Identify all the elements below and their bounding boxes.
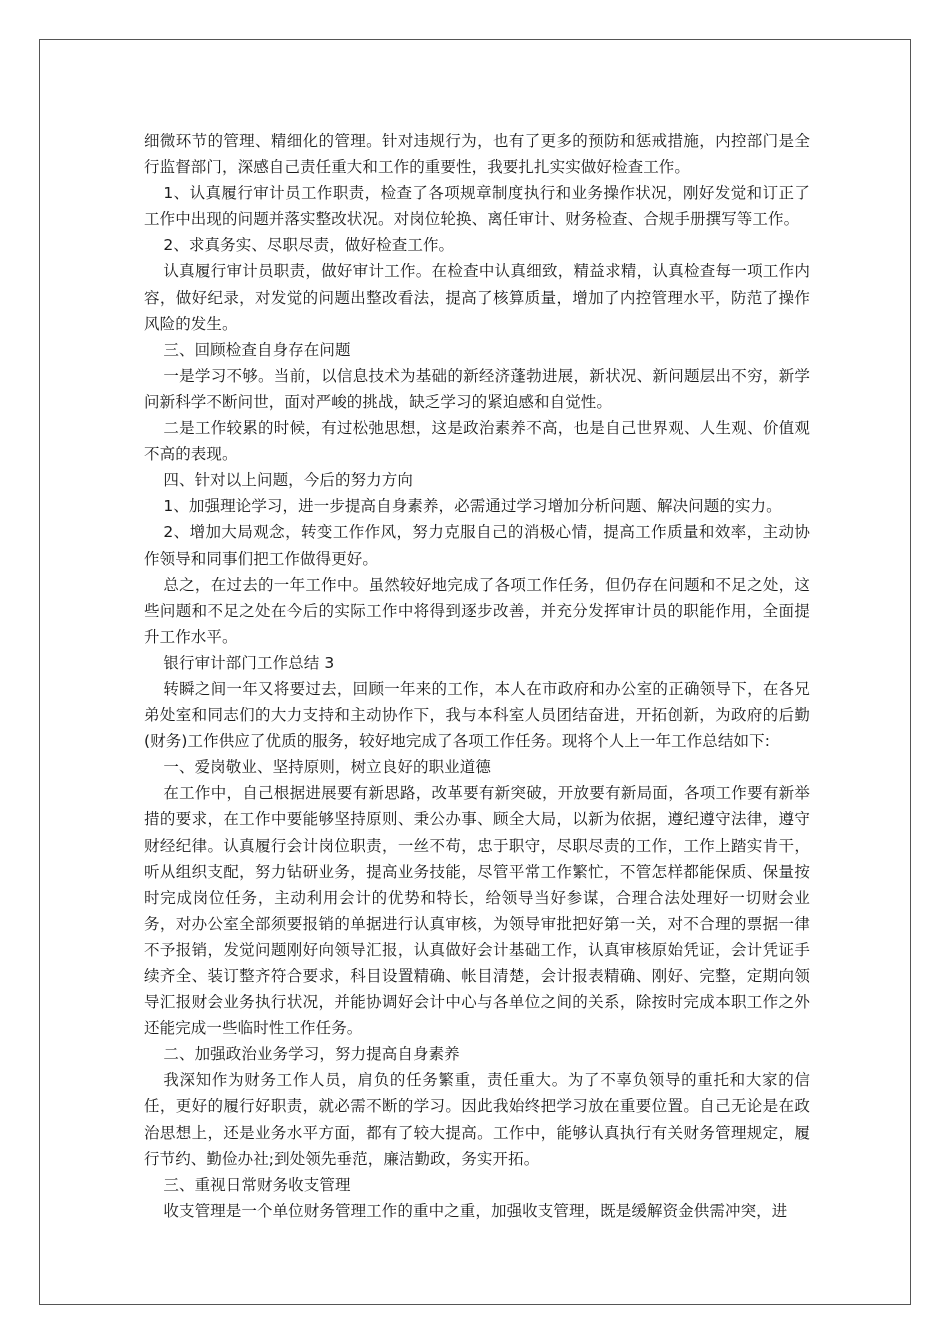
paragraph: 在工作中，自己根据进展要有新思路，改革要有新突破，开放要有新局面，各项工作要有新举措的要求，在工作中要能够坚持原则、秉公办事、顾全大局，以新为依据，遵纪遵守法律，遵守财经纪律。认真履行会计岗位职责，一丝不苟，忠于职守，尽职尽责的工作，工作上踏实肯干，听从组织支配，努力钻研业务，提高业务技能，尽管平常工作繁忙，不管怎样都能保质、保量按时完成岗位任务，主动利用会计的优势和特长，给领导当好参谋，合理合法处理好一切财会业务，对办公室全部须要报销的单据进行认真审核，为领导审批把好第一关，对不合理的票据一律不予报销，发觉问题刚好向领导汇报，认真做好会计基础工作，认真审核原始凭证，会计凭证手续齐全、装订整齐符合要求，科目设置精确、帐目清楚，会计报表精确、刚好、完整，定期向领导汇报财会业务执行状况，并能协调好会计中心与各单位之间的关系，除按时完成本职工作之外还能完成一些临时性工作任务。 — [144, 784, 810, 1038]
section-heading-3: 三、回顾检查自身存在问题 — [163, 340, 351, 359]
document-title: 银行审计部门工作总结 3 — [163, 653, 335, 672]
paragraph: 二是工作较累的时候，有过松弛思想，这是政治素养不高，也是自己世界观、人生观、价值观不高的表现。 — [144, 419, 810, 464]
section-heading-2: 二、加强政治业务学习，努力提高自身素养 — [163, 1045, 460, 1064]
paragraph: 一是学习不够。当前，以信息技术为基础的新经济蓬勃进展，新状况、新问题层出不穷，新学问新科学不断问世，面对严峻的挑战，缺乏学习的紧迫感和自觉性。 — [144, 366, 810, 411]
document-body — [144, 128, 810, 1224]
paragraph: 收支管理是一个单位财务管理工作的重中之重，加强收支管理，既是缓解资金供需冲突，进 — [163, 1201, 788, 1220]
paragraph-summary: 总之，在过去的一年工作中。虽然较好地完成了各项工作任务，但仍存在问题和不足之处，这些问题和不足之处在今后的实际工作中将得到逐步改善，并充分发挥审计员的职能作用，全面提升工作水平。 — [144, 575, 810, 646]
section-heading-3: 三、重视日常财务收支管理 — [163, 1175, 351, 1194]
section-heading-1: 一、爱岗敬业、坚持原则，树立良好的职业道德 — [163, 758, 491, 777]
list-item-2: 2、增加大局观念，转变工作作风，努力克服自己的消极心情，提高工作质量和效率，主动协作领导和同事们把工作做得更好。 — [144, 523, 810, 568]
section-heading-4: 四、针对以上问题，今后的努力方向 — [163, 471, 413, 490]
paragraph: 认真履行审计员职责，做好审计工作。在检查中认真细致，精益求精，认真检查每一项工作内容，做好纪录，对发觉的问题出整改看法，提高了核算质量，增加了内控管理水平，防范了操作风险的发生。 — [144, 262, 810, 333]
paragraph-intro: 转瞬之间一年又将要过去，回顾一年来的工作，本人在市政府和办公室的正确领导下，在各兄弟处室和同志们的大力支持和主动协作下，我与本科室人员团结奋进，开拓创新，为政府的后勤(财务)工作供应了优质的服务，较好地完成了各项工作任务。现将个人上一年工作总结如下: — [144, 679, 810, 751]
paragraph: 我深知作为财务工作人员，肩负的任务繁重，责任重大。为了不辜负领导的重托和大家的信任，更好的履行好职责，就必需不断的学习。因此我始终把学习放在重要位置。自己无论是在政治思想上，还是业务水平方面，都有了较大提高。工作中，能够认真执行有关财务管理规定，履行节约、勤俭办社;到处领先垂范，廉洁勤政，务实开拓。 — [144, 1071, 810, 1168]
list-item-2: 2、求真务实、尽职尽责，做好检查工作。 — [163, 236, 455, 255]
list-item-1: 1、认真履行审计员工作职责，检查了各项规章制度执行和业务操作状况，刚好发觉和订正了工作中出现的问题并落实整改状况。对岗位轮换、离任审计、财务检查、合规手册撰写等工作。 — [144, 184, 810, 229]
paragraph-continuation: 细微环节的管理、精细化的管理。针对违规行为，也有了更多的预防和惩戒措施，内控部门是全行监督部门，深感自己责任重大和工作的重要性，我要扎扎实实做好检查工作。 — [144, 132, 810, 177]
list-item-1: 1、加强理论学习，进一步提高自身素养，必需通过学习增加分析问题、解决问题的实力。 — [163, 497, 782, 516]
